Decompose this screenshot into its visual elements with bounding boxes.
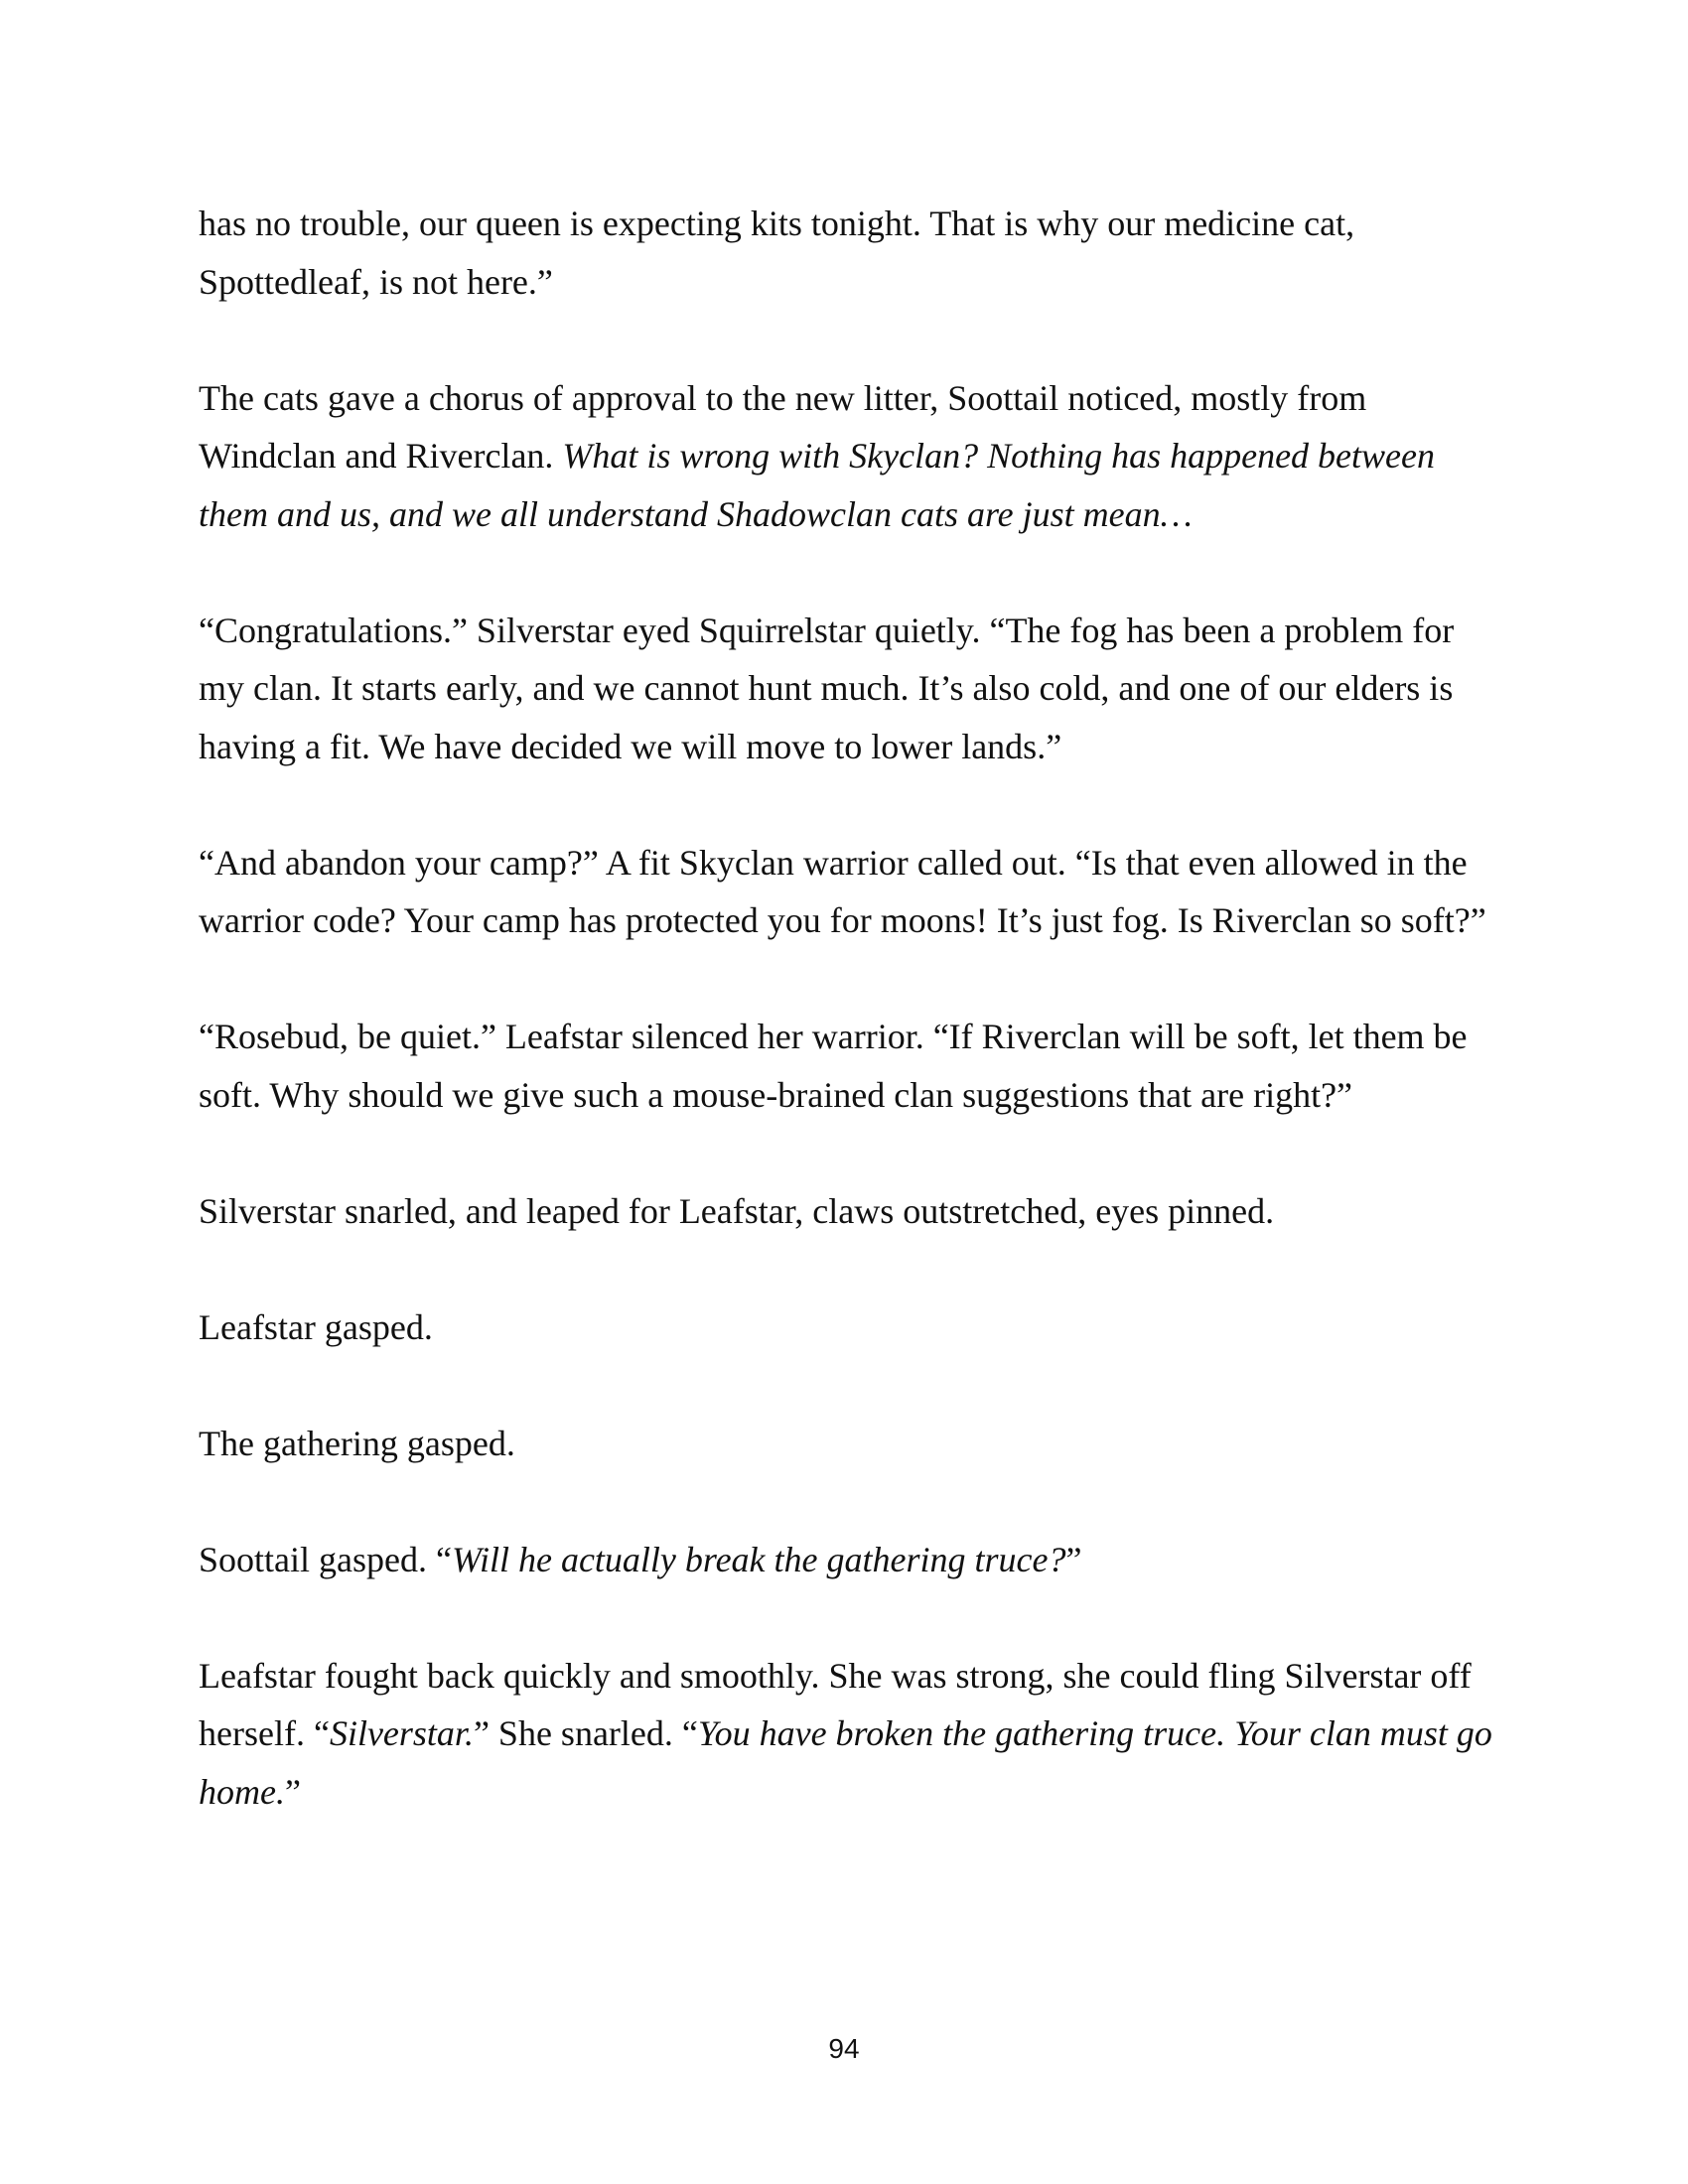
paragraph — [199, 1647, 1499, 1822]
text-segment: “Rosebud, be quiet.” Leafstar silenced her warrior. “If Riverclan will be soft, let them be soft. Why should we give such a mouse-brained clan suggestions that are right?” — [199, 1017, 1468, 1115]
paragraph — [199, 1415, 1499, 1473]
page-number: 94 — [828, 2033, 860, 2064]
text-segment: The gathering gasped. — [199, 1423, 515, 1463]
paragraph — [199, 602, 1499, 776]
text-segment: The cats gave a chorus of approval to the new litter, Soottail noticed, mostly from Windclan and Riverclan. — [199, 377, 1367, 476]
text-segment: ” — [1065, 1539, 1082, 1579]
text-segment: ” She snarled. “ — [473, 1713, 698, 1753]
italic-text-segment: Will he actually break the gathering truce? — [451, 1539, 1066, 1579]
paragraph — [199, 1008, 1499, 1124]
text-segment: Soottail gasped. “ — [199, 1539, 452, 1579]
text-segment: has no trouble, our queen is expecting kits tonight. That is why our medicine cat, Spottedleaf, is not here.” — [199, 204, 1355, 302]
text-segment: Leafstar gasped. — [199, 1306, 433, 1347]
text-segment: Silverstar snarled, and leaped for Leafstar, claws outstretched, eyes pinned. — [199, 1190, 1275, 1231]
text-segment: ” — [284, 1771, 301, 1812]
text-segment: “And abandon your camp?” A fit Skyclan warrior called out. “Is that even allowed in the warrior code? Your camp has protected you for moons! It’s just fog. Is Riverclan so soft?” — [199, 842, 1486, 940]
paragraph — [199, 1298, 1499, 1357]
italic-text-segment: What is wrong with Skyclan? Nothing has happened between them and us, and we all understand Shadowclan cats are just mean… — [199, 436, 1435, 534]
page-body — [199, 195, 1499, 1821]
italic-text-segment: Silverstar. — [329, 1713, 474, 1753]
paragraph — [199, 369, 1499, 544]
paragraph — [199, 1182, 1499, 1241]
paragraph — [199, 1531, 1499, 1589]
paragraph — [199, 834, 1499, 950]
text-segment: “Congratulations.” Silverstar eyed Squirrelstar quietly. “The fog has been a problem for my clan. It starts early, and we cannot hunt much. It’s also cold, and one of our elders is having a fit. We have decided we will move to lower lands.” — [199, 610, 1455, 766]
text-segment: Leafstar fought back quickly and smoothly. She was strong, she could fling Silverstar off herself. “ — [199, 1655, 1472, 1753]
paragraph — [199, 195, 1499, 311]
italic-text-segment: You have broken the gathering truce. Your clan must go home. — [199, 1713, 1492, 1812]
